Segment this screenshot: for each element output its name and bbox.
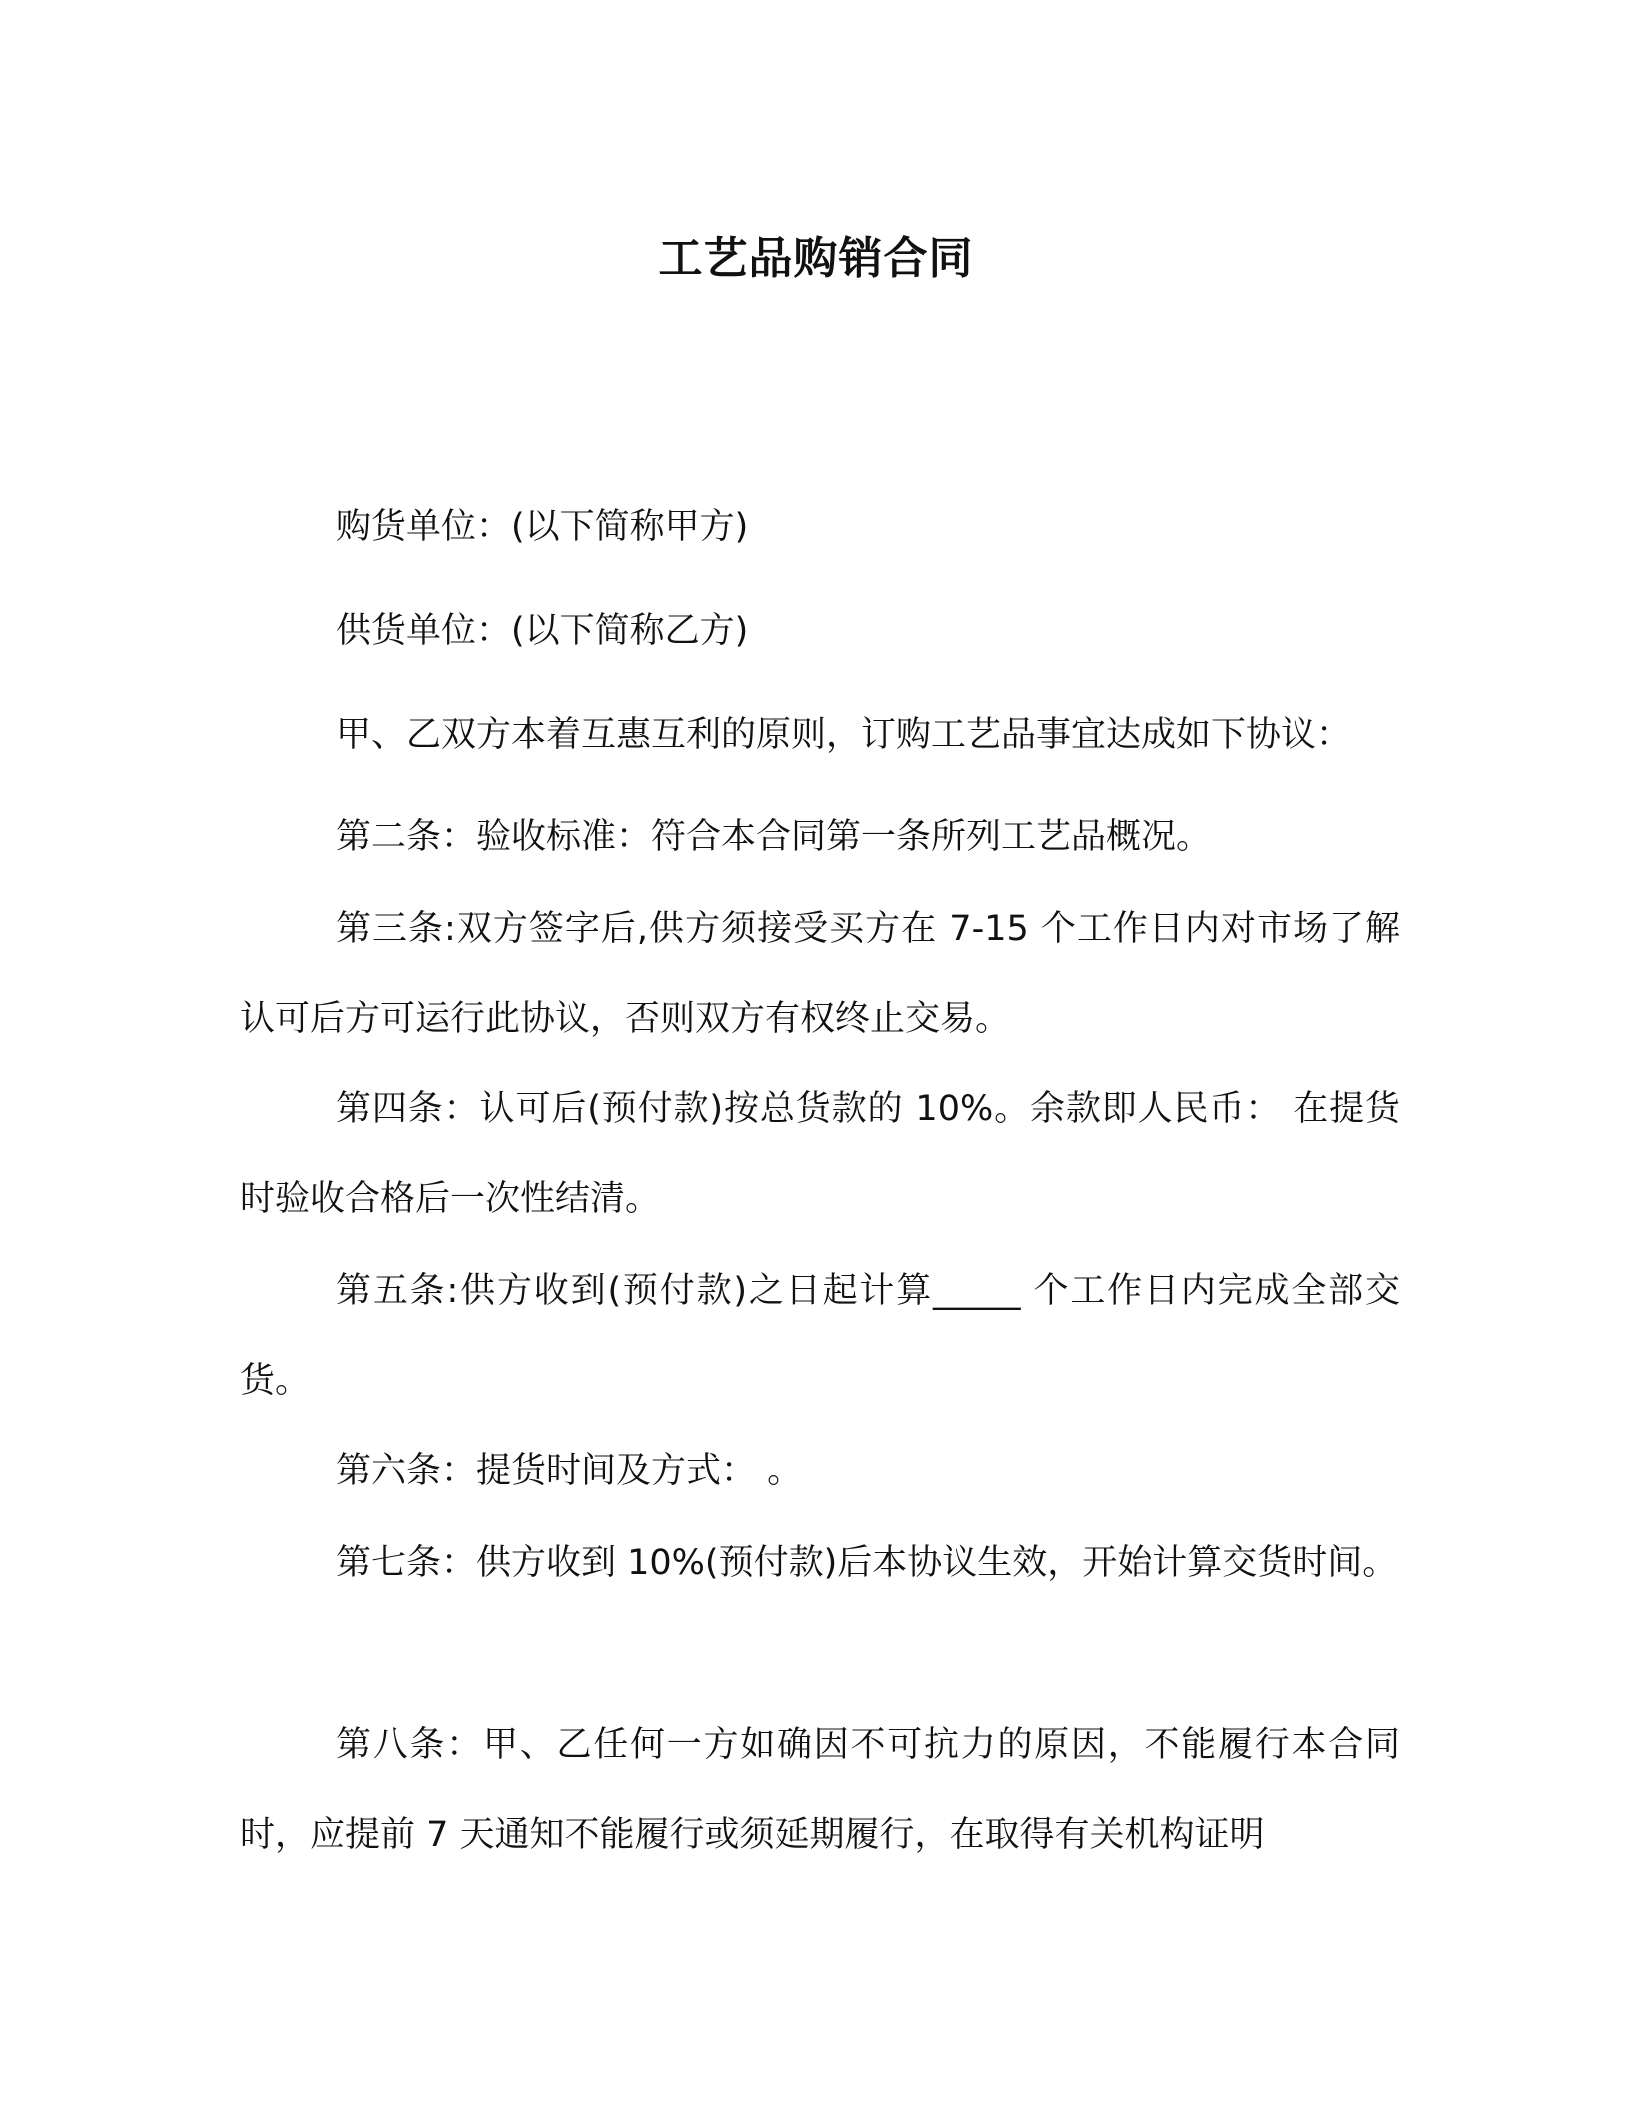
paragraph-article-3: 第三条:双方签字后,供方须接受买方在 7-15 个工作日内对市场了解认可后方可运行此协议，否则双方有权终止交易。 [240, 909, 1400, 1039]
paragraph-article-7: 第七条：供方收到 10%(预付款)后本协议生效，开始计算交货时间。 [336, 1543, 1398, 1583]
paragraph-article-4: 第四条：认可后(预付款)按总货款的 10%。余款即人民币： 在提货时验收合格后一次性结清。 [240, 1089, 1400, 1219]
paragraph-article-5: 第五条:供方收到(预付款)之日起计算_____ 个工作日内完成全部交货。 [240, 1271, 1400, 1401]
document-title: 工艺品购销合同 [658, 233, 974, 284]
paragraph-article-6: 第六条：提货时间及方式： 。 [336, 1451, 803, 1491]
paragraph-article-2: 第二条：验收标准：符合本合同第一条所列工艺品概况。 [336, 817, 1212, 857]
paragraph-article-8: 第八条：甲、乙任何一方如确因不可抗力的原因，不能履行本合同时，应提前 7 天通知不能履行或须延期履行，在取得有关机构证明 [240, 1725, 1400, 1855]
paragraph-preamble: 甲、乙双方本着互惠互利的原则，订购工艺品事宜达成如下协议： [336, 715, 1352, 755]
paragraph-supplier: 供货单位：(以下简称乙方) [336, 611, 749, 651]
paragraph-buyer: 购货单位：(以下简称甲方) [336, 507, 749, 547]
